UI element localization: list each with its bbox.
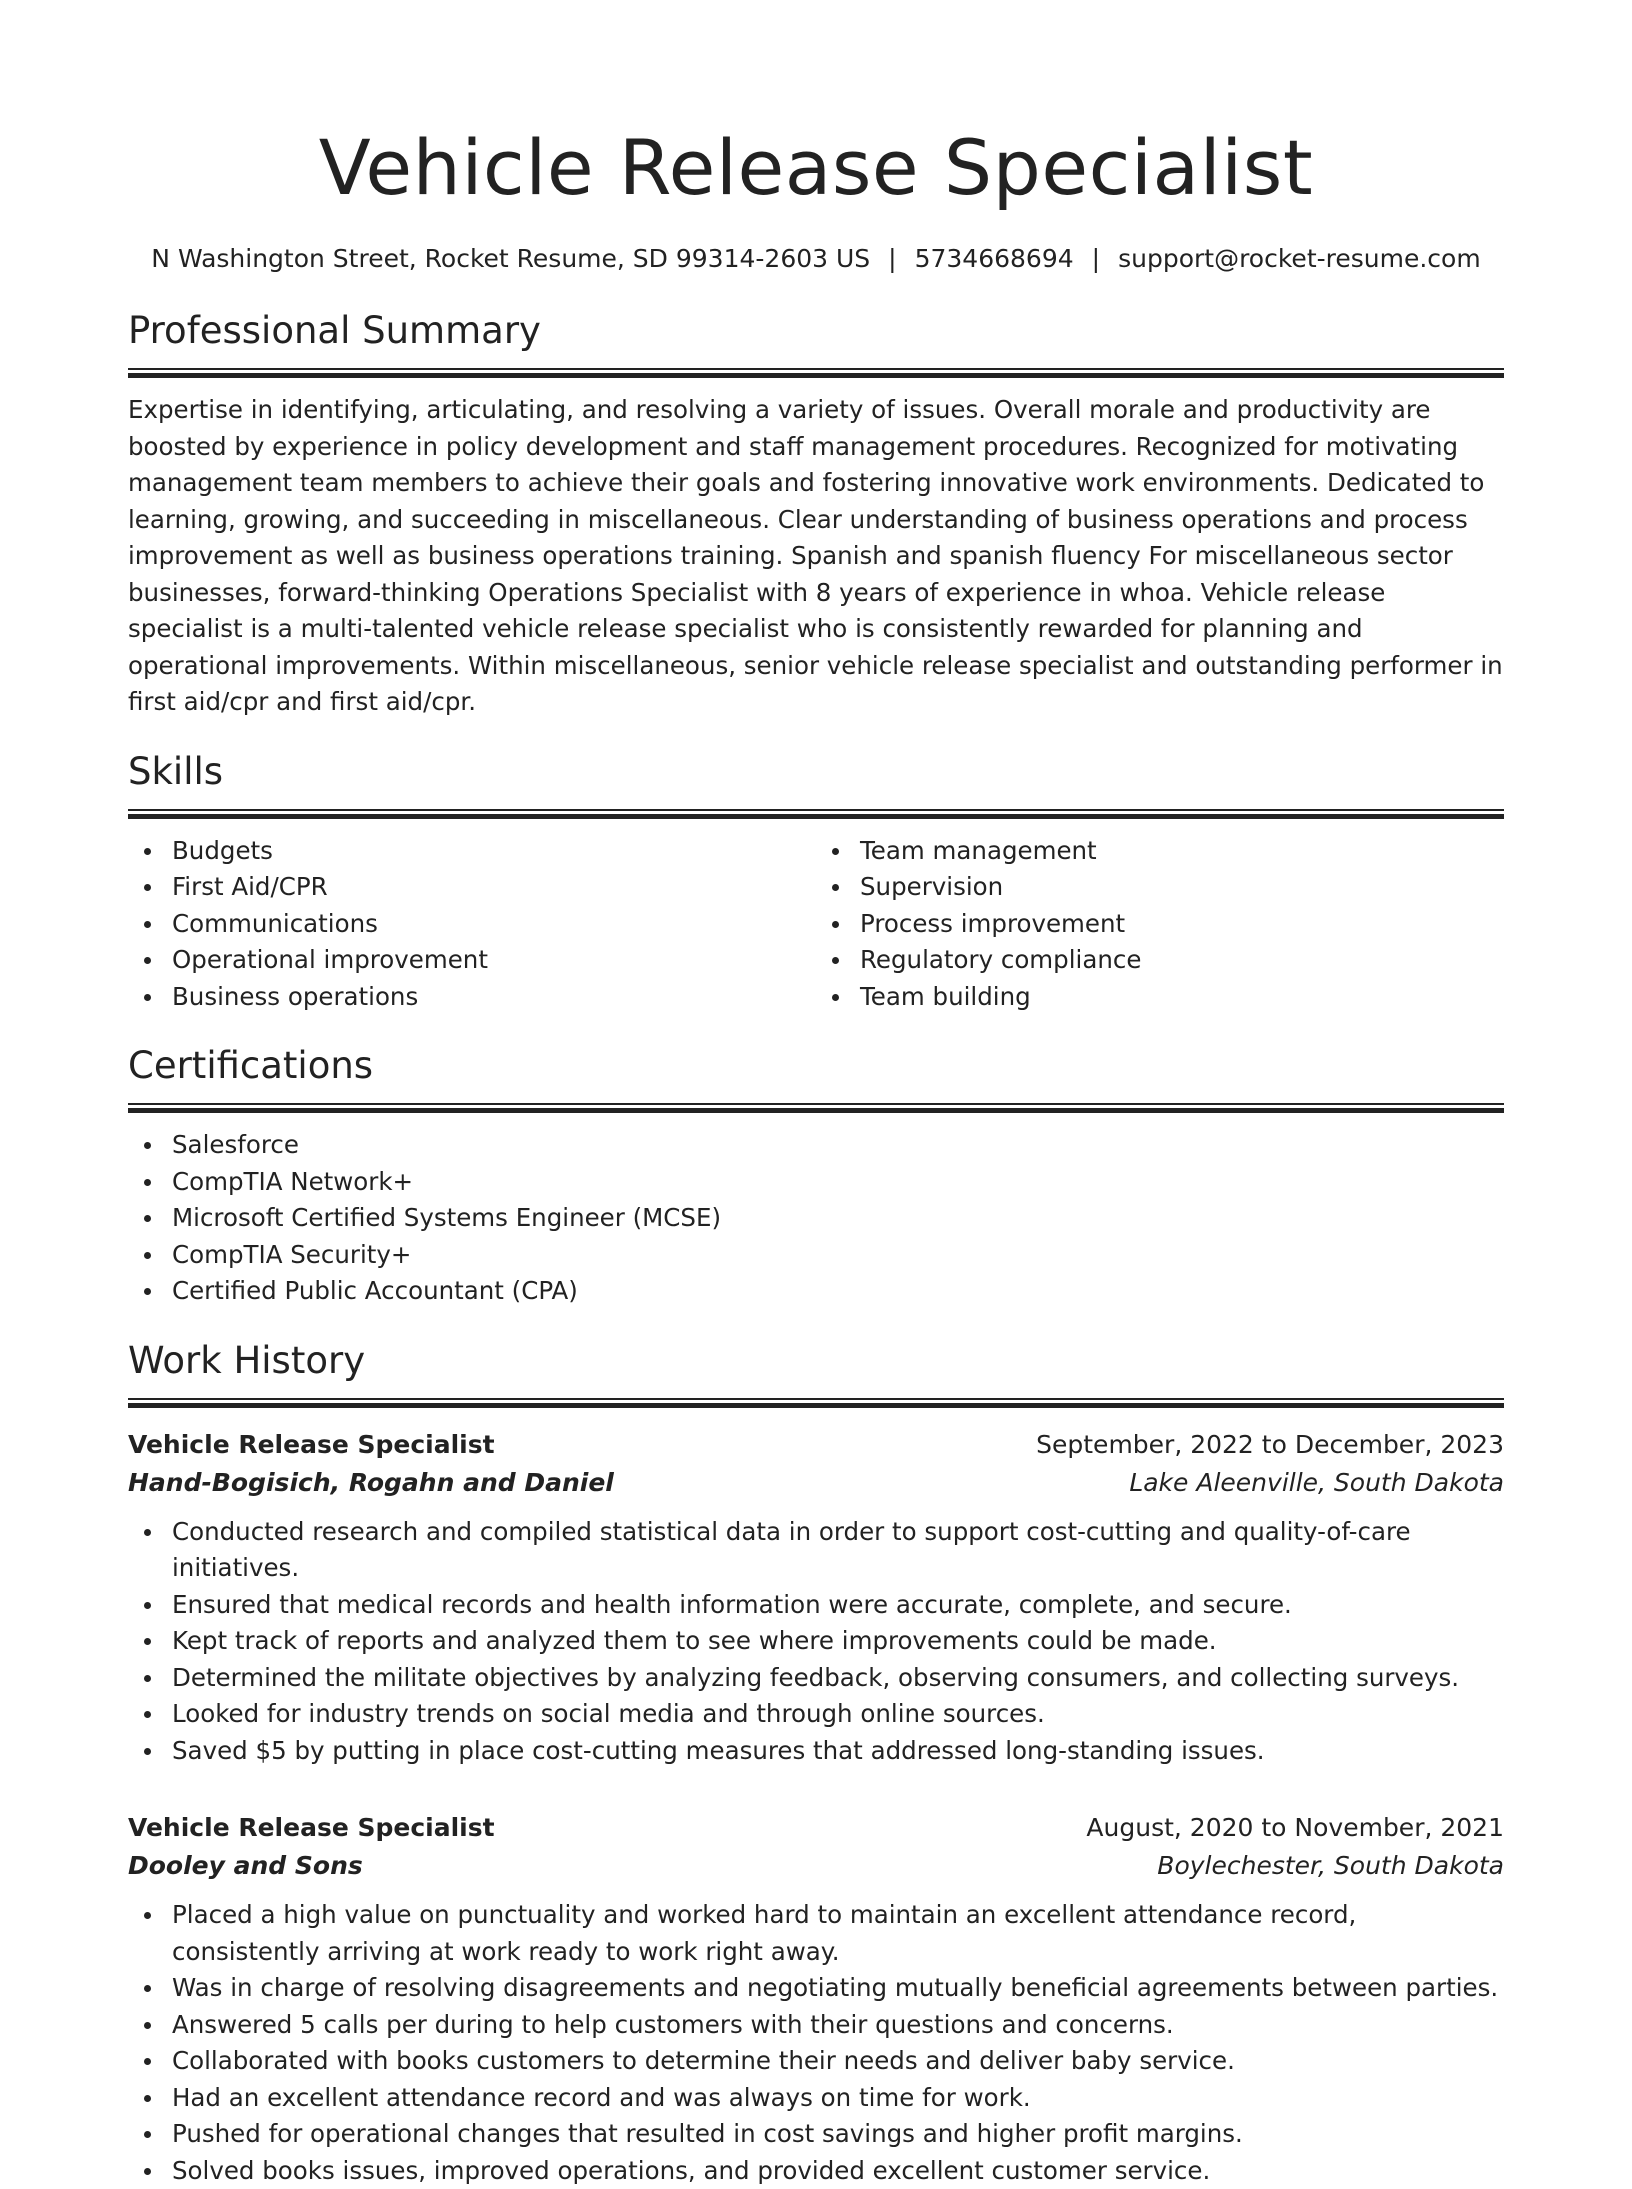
skills-columns <box>128 819 1504 1016</box>
job-bullet: Pushed for operational changes that resulted in cost savings and higher profit margins. <box>128 2116 1504 2153</box>
certifications-heading: Certifications <box>128 1041 1504 1091</box>
skill-item: Operational improvement <box>128 942 816 979</box>
certification-item: Microsoft Certified Systems Engineer (MCSE) <box>128 1200 1504 1237</box>
job-bullet: Placed a high value on punctuality and worked hard to maintain an excellent attendance record, consistently arriving at work ready to work right away. <box>128 1897 1504 1970</box>
summary-text: Expertise in identifying, articulating, and resolving a variety of issues. Overall morale and productivity are boosted by experience in policy development and staff management procedures. Recognized for motivating management team members to achieve their goals and fostering innovative work environments. Dedicated to learning, growing, and succeeding in miscellaneous. Clear understanding of business operations and process improvement as well as business operations training. Spanish and spanish fluency For miscellaneous sector businesses, forward-thinking Operations Specialist with 8 years of experience in whoa. Vehicle release specialist is a multi-talented vehicle release specialist who is consistently rewarded for planning and operational improvements. Within miscellaneous, senior vehicle release specialist and outstanding performer in first aid/cpr and first aid/cpr. <box>128 392 1504 721</box>
skill-item: Process improvement <box>816 906 1504 943</box>
job-bullet: Determined the militate objectives by analyzing feedback, observing consumers, and collecting surveys. <box>128 1660 1504 1697</box>
contact-email: support@rocket-resume.com <box>1118 244 1481 273</box>
skill-item: Team building <box>816 979 1504 1016</box>
section-divider <box>128 368 1504 378</box>
skill-item: Budgets <box>128 833 816 870</box>
certification-item: Salesforce <box>128 1127 1504 1164</box>
job-title: Vehicle Release Specialist <box>128 1809 495 1847</box>
job-company-row <box>128 1847 1504 1885</box>
contact-separator: | <box>888 242 896 276</box>
job-bullet: Solved books issues, improved operations, and provided excellent customer service. <box>128 2153 1504 2189</box>
job-bullet: Conducted research and compiled statistical data in order to support cost-cutting and quality-of-care initiatives. <box>128 1514 1504 1587</box>
job-bullet: Was in charge of resolving disagreements and negotiating mutually beneficial agreements between parties. <box>128 1970 1504 2007</box>
contact-phone: 5734668694 <box>915 244 1074 273</box>
summary-section <box>128 306 1504 721</box>
job-bullet: Looked for industry trends on social media and through online sources. <box>128 1696 1504 1733</box>
job-title: Vehicle Release Specialist <box>128 1426 495 1464</box>
work-history-heading: Work History <box>128 1336 1504 1386</box>
job-bullets <box>128 1897 1504 2189</box>
job-company-row <box>128 1464 1504 1502</box>
work-history-section <box>128 1336 1504 2189</box>
job-bullet: Ensured that medical records and health information were accurate, complete, and secure. <box>128 1587 1504 1624</box>
section-divider <box>128 1398 1504 1408</box>
job-dates: September, 2022 to December, 2023 <box>1036 1426 1504 1464</box>
summary-heading: Professional Summary <box>128 306 1504 356</box>
certification-item: Certified Public Accountant (CPA) <box>128 1273 1504 1310</box>
certifications-section <box>128 1041 1504 1310</box>
job-header-row <box>128 1426 1504 1464</box>
job-location: Lake Aleenville, South Dakota <box>1129 1464 1504 1502</box>
section-divider <box>128 1103 1504 1113</box>
job-location: Boylechester, South Dakota <box>1157 1847 1504 1885</box>
contact-separator: | <box>1092 242 1100 276</box>
contact-address: N Washington Street, Rocket Resume, SD 99314-2603 US <box>151 244 870 273</box>
job-company: Dooley and Sons <box>128 1847 363 1885</box>
job-company: Hand-Bogisich, Rogahn and Daniel <box>128 1464 614 1502</box>
job-entry <box>128 1809 1504 2189</box>
skill-item: Business operations <box>128 979 816 1016</box>
skill-item: Team management <box>816 833 1504 870</box>
job-bullet: Answered 5 calls per during to help customers with their questions and concerns. <box>128 2007 1504 2044</box>
job-dates: August, 2020 to November, 2021 <box>1086 1809 1504 1847</box>
resume-name: Vehicle Release Specialist <box>128 120 1504 216</box>
job-bullet: Kept track of reports and analyzed them to see where improvements could be made. <box>128 1623 1504 1660</box>
job-bullets <box>128 1514 1504 1770</box>
skill-item: Supervision <box>816 869 1504 906</box>
certification-item: CompTIA Security+ <box>128 1237 1504 1274</box>
job-bullet: Had an excellent attendance record and was always on time for work. <box>128 2080 1504 2117</box>
skill-item: Communications <box>128 906 816 943</box>
job-bullet: Saved $5 by putting in place cost-cutting measures that addressed long-standing issues. <box>128 1733 1504 1770</box>
job-header-row <box>128 1809 1504 1847</box>
contact-line <box>128 242 1504 276</box>
skills-list-right <box>816 833 1504 1016</box>
certifications-list <box>128 1127 1504 1310</box>
skill-item: Regulatory compliance <box>816 942 1504 979</box>
job-entry <box>128 1426 1504 1770</box>
section-divider <box>128 809 1504 819</box>
certification-item: CompTIA Network+ <box>128 1164 1504 1201</box>
skill-item: First Aid/CPR <box>128 869 816 906</box>
job-bullet: Collaborated with books customers to determine their needs and deliver baby service. <box>128 2043 1504 2080</box>
skills-list-left <box>128 833 816 1016</box>
skills-heading: Skills <box>128 747 1504 797</box>
skills-section <box>128 747 1504 1016</box>
